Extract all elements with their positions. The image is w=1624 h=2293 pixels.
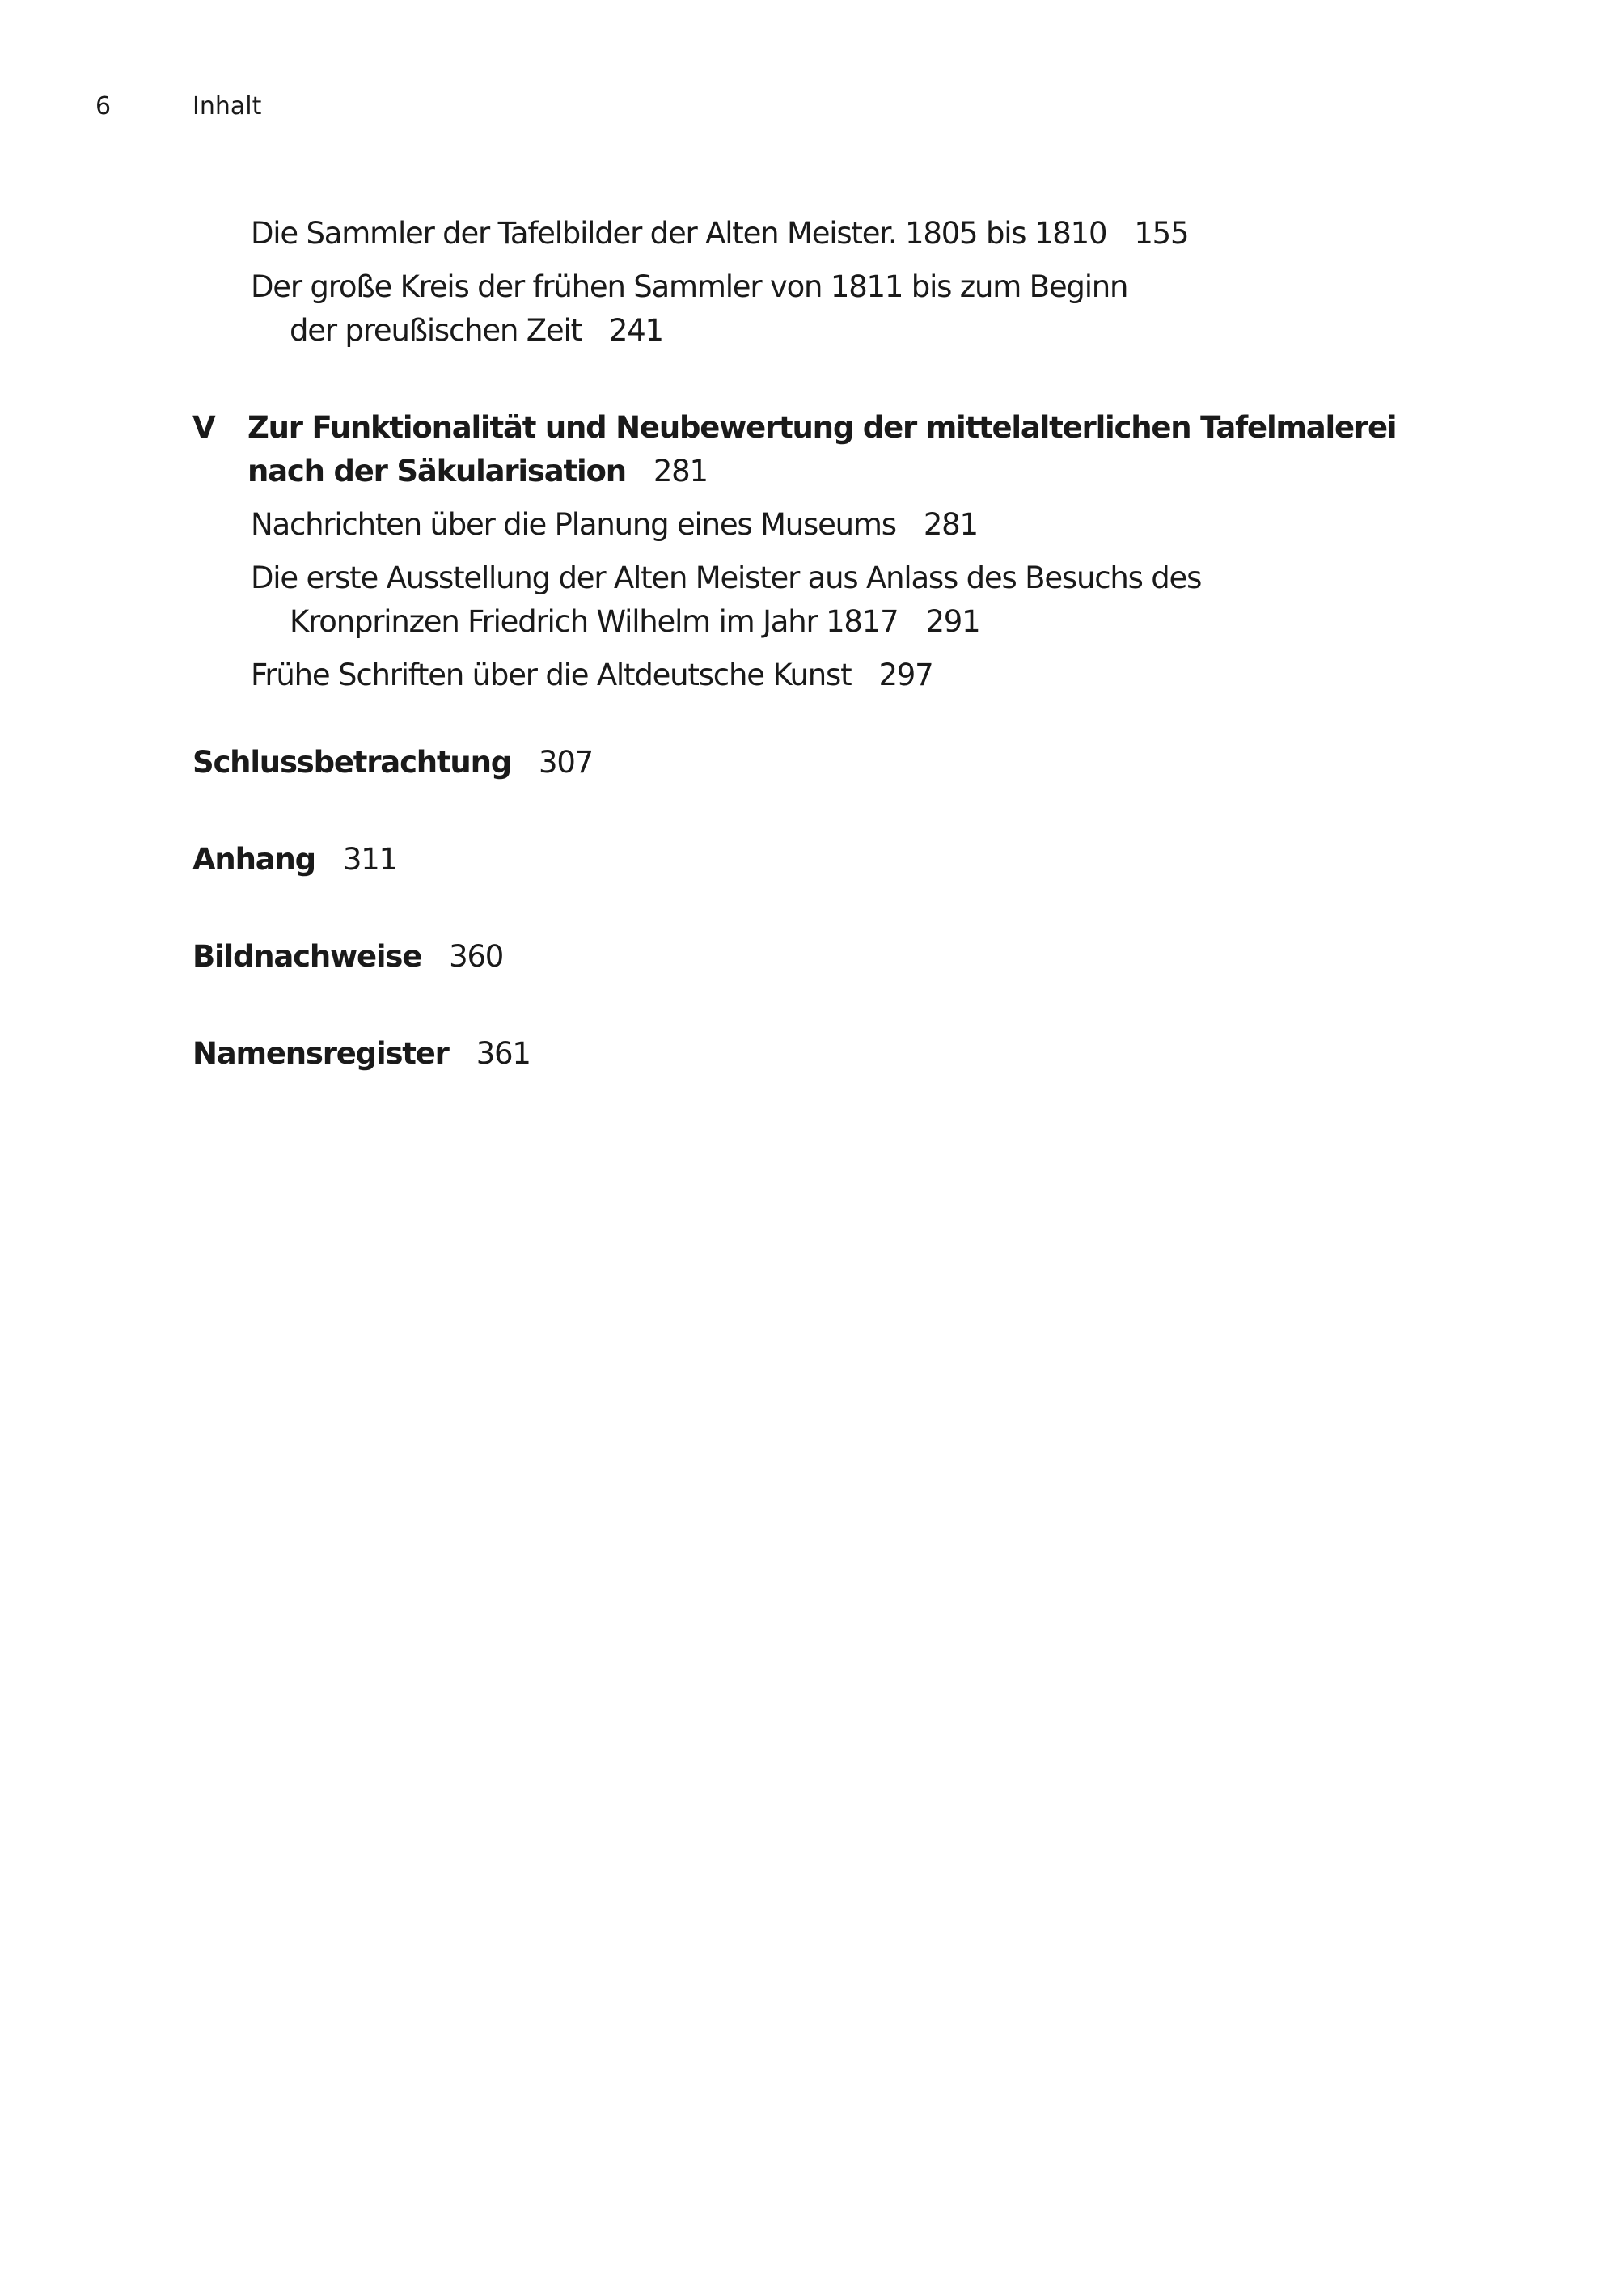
chapter-title-continued: nach der Säkularisation (247, 454, 626, 489)
toc-section-namensregister[interactable] (192, 1032, 1487, 1076)
chapter-page: 281 (653, 454, 708, 489)
section-title: Bildnachweise (192, 939, 422, 974)
toc-section-bildnachweise[interactable] (192, 935, 1487, 979)
toc-entry-page: 281 (923, 507, 978, 542)
section-page: 311 (342, 842, 397, 877)
toc-chapter-v[interactable] (192, 406, 1487, 493)
running-title: Inhalt (192, 92, 262, 121)
toc-entry-page: 291 (925, 604, 980, 639)
toc-entry-erste-ausstellung[interactable] (251, 556, 1487, 644)
toc-entry-title: Die Sammler der Tafelbilder der Alten Meister. 1805 bis 1810 (251, 216, 1107, 251)
toc-entry-sammler-tafelbilder[interactable] (251, 212, 1487, 256)
table-of-contents (192, 212, 1487, 1076)
toc-entry-title-continued: Kronprinzen Friedrich Wilhelm im Jahr 1817 (290, 604, 899, 639)
chapter-number: V (192, 410, 215, 445)
toc-entry-title: Die erste Ausstellung der Alten Meister aus Anlass des Besuchs des (251, 561, 1202, 595)
section-title: Anhang (192, 842, 315, 877)
toc-entry-title-continued: der preußischen Zeit (290, 313, 582, 348)
section-title: Namensregister (192, 1036, 449, 1071)
toc-entry-title: Der große Kreis der frühen Sammler von 1811 bis zum Beginn (251, 269, 1128, 304)
toc-entry-fruehe-schriften[interactable] (251, 654, 1487, 697)
toc-entry-page: 241 (608, 313, 663, 348)
toc-entry-page: 297 (878, 658, 933, 692)
running-head (0, 89, 1624, 125)
toc-entry-kreis-fruehe-sammler[interactable] (251, 265, 1487, 353)
section-title: Schlussbetrachtung (192, 745, 511, 780)
toc-entry-title: Frühe Schriften über die Altdeutsche Kunst (251, 658, 852, 692)
toc-section-schlussbetrachtung[interactable] (192, 741, 1487, 785)
toc-section-anhang[interactable] (192, 838, 1487, 882)
toc-entry-title: Nachrichten über die Planung eines Museums (251, 507, 896, 542)
toc-entry-page: 155 (1134, 216, 1189, 251)
page-number: 6 (95, 92, 112, 121)
chapter-title: Zur Funktionalität und Neubewertung der mittelalterlichen Tafelmalerei (247, 410, 1397, 445)
toc-entry-planung-museum[interactable] (251, 503, 1487, 547)
section-page: 307 (539, 745, 594, 780)
section-page: 360 (449, 939, 504, 974)
section-page: 361 (476, 1036, 531, 1071)
